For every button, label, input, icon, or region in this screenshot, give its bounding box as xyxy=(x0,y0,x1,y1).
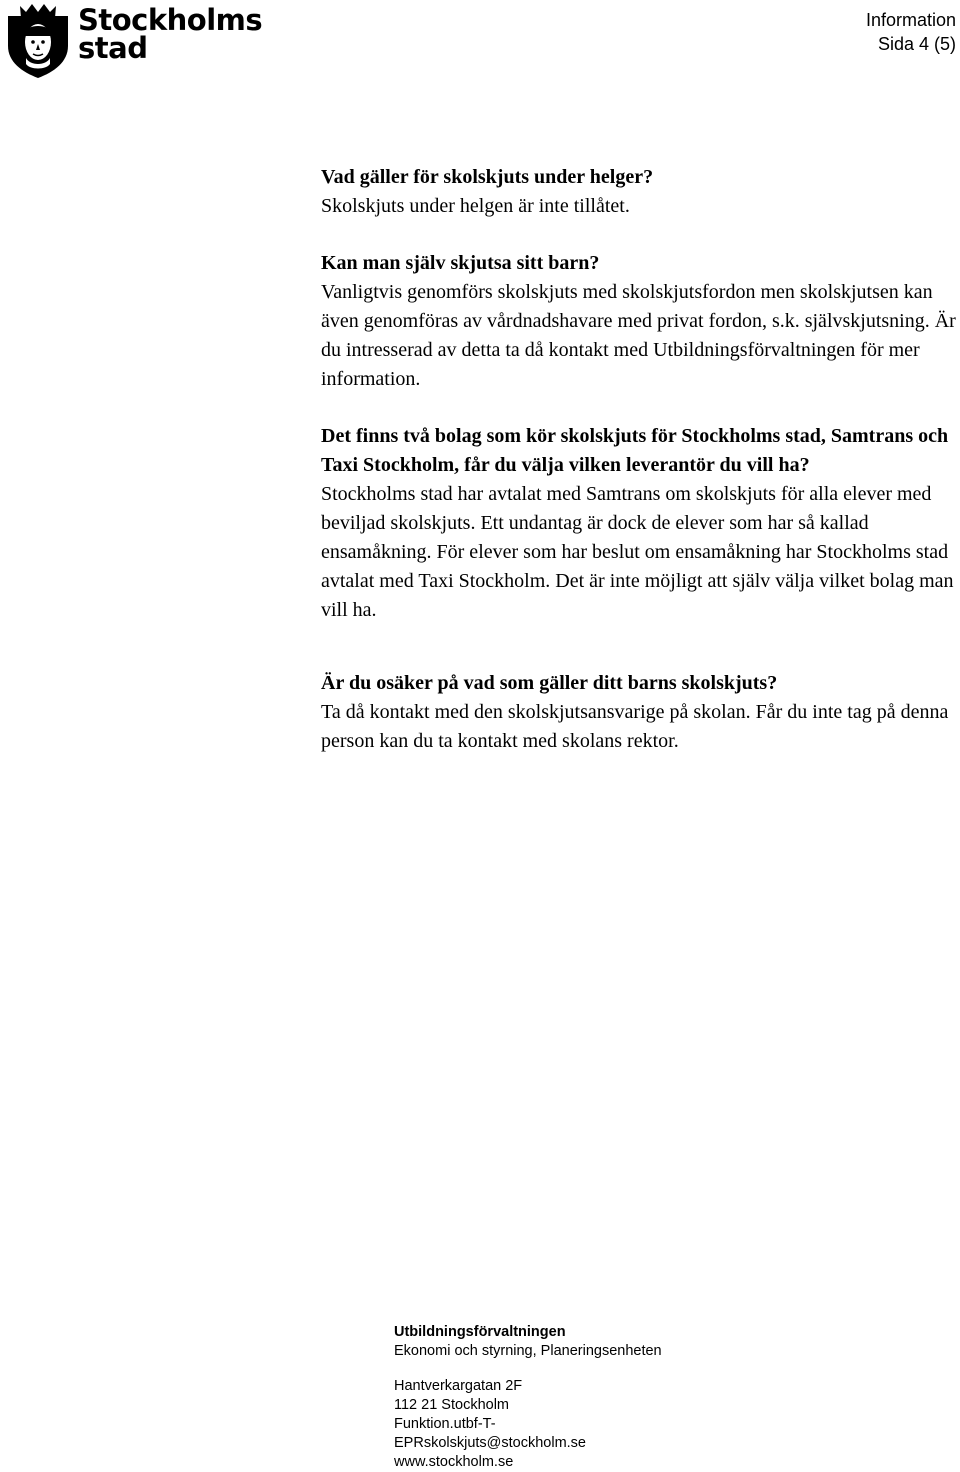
faq-answer: Ta då kontakt med den skolskjutsansvarige på skolan. Får du inte tag på denna person kan du ta kontakt med skolans rektor. xyxy=(321,701,949,752)
faq-section xyxy=(321,422,956,625)
faq-question: Kan man själv skjutsa sitt barn? xyxy=(321,252,600,274)
faq-question: Vad gäller för skolskjuts under helger? xyxy=(321,166,654,188)
footer-department: Ekonomi och styrning, Planeringsenheten xyxy=(394,1343,662,1359)
document-body xyxy=(321,163,956,784)
document-type: Information xyxy=(865,10,956,30)
faq-question: Det finns två bolag som kör skolskjuts för Stockholms stad, Samtrans och Taxi Stockholm, får du välja vilken leverantör du vill ha? xyxy=(321,425,949,476)
faq-answer: Stockholms stad har avtalat med Samtrans om skolskjuts för alla elever med beviljad skolskjuts. Ett undantag är dock de elever som har så kallad ensamåkning. För elever som har beslut om ensamåkning har Stockholms stad avtalat med Taxi Stockholm. Det är inte möjligt att själv välja vilket bolag man vill ha. xyxy=(321,483,954,621)
faq-section xyxy=(321,163,956,221)
page-footer xyxy=(394,1323,662,1472)
faq-section xyxy=(321,249,956,394)
faq-answer: Skolskjuts under helgen är inte tillåtet. xyxy=(321,195,630,217)
logo-line-2: stad xyxy=(78,31,148,65)
footer-website-link[interactable]: www.stockholm.se xyxy=(394,1454,514,1470)
faq-question: Är du osäker på vad som gäller ditt barns skolskjuts? xyxy=(321,672,778,694)
faq-section xyxy=(321,669,956,756)
footer-organization: Utbildningsförvaltningen xyxy=(394,1324,566,1340)
city-crest-icon xyxy=(6,2,70,78)
logo-wordmark xyxy=(78,3,263,65)
stockholms-stad-logo xyxy=(6,2,263,80)
footer-email-line-1[interactable]: Funktion.utbf-T- xyxy=(394,1416,496,1432)
faq-answer: Vanligtvis genomförs skolskjuts med skolskjutsfordon men skolskjutsen kan även genomföras av vårdnadshavare med privat fordon, s.k. självskjutsning. Är du intresserad av detta ta då kontakt med Utbildningsförvaltningen för mer information. xyxy=(321,281,956,390)
footer-email-line-2[interactable]: EPRskolskjuts@stockholm.se xyxy=(394,1435,586,1451)
logo-line-1: Stockholms xyxy=(78,3,263,37)
footer-postal: 112 21 Stockholm xyxy=(394,1397,509,1413)
page-header-info xyxy=(866,8,956,56)
page-number: Sida 4 (5) xyxy=(877,34,956,54)
footer-street: Hantverkargatan 2F xyxy=(394,1378,523,1394)
